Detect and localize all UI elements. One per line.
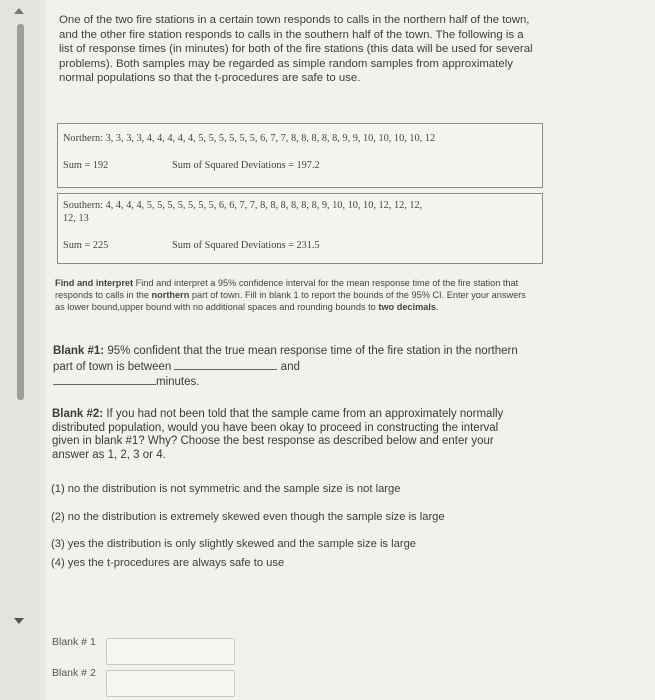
blank2-answer-input[interactable] [106, 670, 235, 697]
northern-data-box [57, 123, 543, 188]
question-instructions [55, 277, 531, 314]
blank1-lower-line [174, 359, 277, 370]
option-3: (3) yes the distribution is only slightly skewed and the sample size is large [51, 538, 417, 550]
southern-values-line2: 12, 13 [63, 213, 89, 224]
southern-values-line1: 4, 4, 4, 4, 5, 5, 5, 5, 5, 5, 5, 6, 6, 7, 7, 8, 8, 8, 8, 8, 8, 9, 10, 10, 10, 12, 12, 12, [105, 200, 423, 211]
blank1-upper-line [53, 374, 156, 385]
q-text-1: Find and interpret a 95% confidence interval for the mean response time of the fire station that responds to calls in the [55, 278, 519, 301]
q-bold-northern: northern [151, 290, 190, 301]
southern-label: Southern: [63, 200, 104, 211]
q-lead-bold: Find and interpret [55, 278, 134, 288]
scroll-down-arrow-icon[interactable] [14, 618, 24, 624]
northern-sum: Sum = 192 [63, 160, 109, 171]
southern-values-row [63, 200, 422, 211]
answer-label-1: Blank # 1 [52, 636, 96, 648]
question-content [45, 0, 655, 700]
scroll-thumb[interactable] [17, 24, 24, 400]
blank1-prompt [53, 345, 533, 390]
southern-ssd: Sum of Squared Deviations = 231.5 [172, 240, 320, 251]
option-2: (2) no the distribution is extremely skewed even though the sample size is large [51, 511, 445, 523]
q-text-3: . [436, 302, 439, 313]
option-1: (1) no the distribution is not symmetric and the sample size is not large [51, 483, 401, 495]
blank2-text: If you had not been told that the sample came from an approximately normally distributed population, would you have been okay to proceed in constructing the interval given in blank #1? Why? Choose the best response as described below and enter your answer as 1, 2, 3 or 4. [52, 408, 504, 461]
blank1-and: and [280, 360, 300, 373]
blank2-label: Blank #2: [52, 408, 104, 420]
northern-label: Northern: [63, 133, 104, 144]
blank2-prompt [52, 408, 514, 462]
blank1-minutes: minutes. [156, 376, 200, 388]
answer-label-2: Blank # 2 [52, 667, 96, 679]
blank1-answer-input[interactable] [106, 638, 235, 665]
q-bold-decimals: two decimals [378, 302, 437, 313]
option-4: (4) yes the t-procedures are always safe to use [51, 557, 285, 569]
northern-ssd: Sum of Squared Deviations = 197.2 [172, 160, 320, 171]
blank1-label: Blank #1: [53, 345, 105, 357]
scrollbar[interactable] [0, 0, 40, 700]
northern-values: 3, 3, 3, 3, 4, 4, 4, 4, 4, 5, 5, 5, 5, 5, 5, 6, 7, 7, 8, 8, 8, 8, 8, 9, 9, 10, 10, 10, 10, 12 [105, 133, 436, 144]
northern-values-row [63, 133, 435, 144]
blank1-text: 95% confident that the true mean response time of the fire station in the northern part of town is between [53, 345, 518, 373]
scroll-up-arrow-icon[interactable] [14, 8, 24, 14]
intro-paragraph: One of the two fire stations in a certain town responds to calls in the northern half of the town, and the other fire station responds to calls in the southern half of the town. The following is a list of response times (in minutes) for both of the fire stations (this data will be used for several problems). Both samples may be regarded as simple random samples from approximately normal populations so that the t-procedures are safe to use. [59, 14, 533, 84]
southern-sum: Sum = 225 [63, 240, 109, 251]
southern-data-box [57, 193, 543, 264]
q-text-2: part of town. Fill in blank 1 to report the bounds of the 95% CI. Enter your answers as lower bound,upper bound with no additional spaces and rounding bounds to [55, 290, 526, 313]
